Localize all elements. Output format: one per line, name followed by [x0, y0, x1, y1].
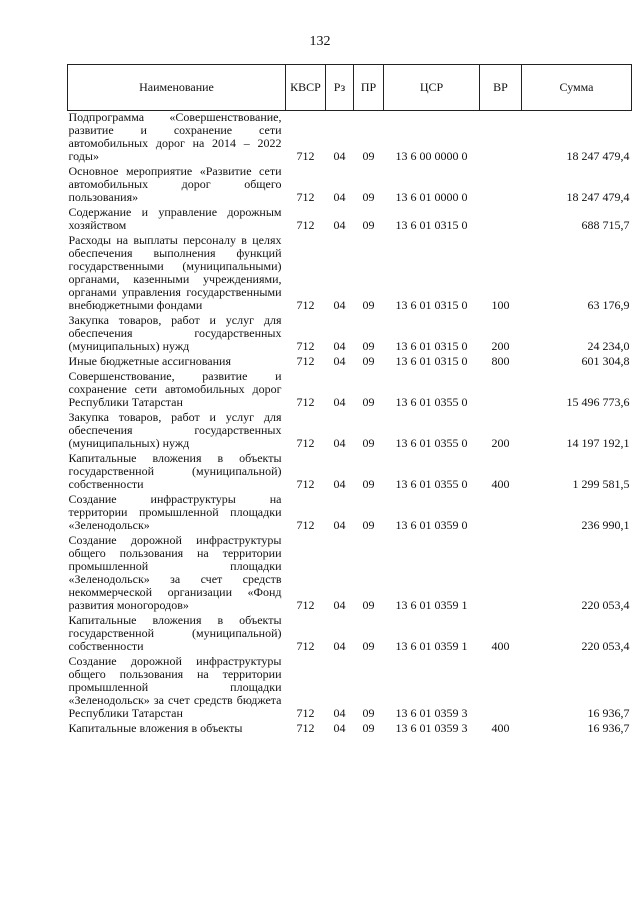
cell-sum: 16 936,7: [587, 721, 630, 735]
cell-vr: 100: [491, 298, 510, 312]
table-row: [68, 655, 632, 722]
cell-sum: 15 496 773,6: [566, 395, 630, 409]
cell-csr: 13 6 01 0000 0: [395, 190, 468, 204]
table-row: [68, 111, 632, 166]
cell-rz: 04: [333, 339, 346, 353]
table-row: [68, 534, 632, 614]
table-row: [68, 614, 632, 655]
cell-csr: 13 6 01 0359 1: [395, 598, 468, 612]
table-row: [68, 355, 632, 370]
cell-name: Содержание и управление дорожным хозяйством: [68, 205, 282, 232]
cell-kvsr: 712: [296, 298, 315, 312]
cell-name: Подпрограмма «Совершенствование, развитие и сохранение сети автомобильных дорог на 2014 – 2022 годы»: [68, 110, 282, 163]
cell-pr: 09: [362, 436, 375, 450]
cell-rz: 04: [333, 395, 346, 409]
cell-name: Закупка товаров, работ и услуг для обеспечения государственных (муниципальных) нужд: [68, 410, 282, 450]
cell-sum: 220 053,4: [581, 598, 630, 612]
cell-vr: [480, 206, 522, 234]
table-row: [68, 234, 632, 314]
header-vr: ВР: [480, 65, 522, 111]
cell-csr: 13 6 01 0315 0: [395, 354, 468, 368]
cell-vr: [480, 111, 522, 166]
cell-name: Закупка товаров, работ и услуг для обеспечения государственных (муниципальных) нужд: [68, 313, 282, 353]
cell-pr: 09: [362, 598, 375, 612]
cell-vr: 200: [491, 339, 510, 353]
cell-name: Капитальные вложения в объекты государственной (муниципальной) собственности: [68, 613, 282, 653]
table-row: [68, 722, 632, 737]
page-number: 132: [309, 34, 331, 49]
cell-sum: 16 936,7: [587, 706, 630, 720]
cell-vr: 400: [491, 639, 510, 653]
table-row: [68, 370, 632, 411]
cell-rz: 04: [333, 639, 346, 653]
cell-vr: [480, 165, 522, 206]
cell-sum: 18 247 479,4: [566, 190, 630, 204]
cell-pr: 09: [362, 395, 375, 409]
table-row: [68, 206, 632, 234]
cell-name: Капитальные вложения в объекты государственной (муниципальной) собственности: [68, 451, 282, 491]
cell-name: Совершенствование, развитие и сохранение сети автомобильных дорог Республики Татарстан: [68, 369, 282, 409]
cell-pr: 09: [362, 339, 375, 353]
cell-csr: 13 6 01 0315 0: [395, 298, 468, 312]
cell-kvsr: 712: [296, 436, 315, 450]
cell-kvsr: 712: [296, 339, 315, 353]
cell-csr: 13 6 01 0359 0: [395, 518, 468, 532]
cell-csr: 13 6 01 0355 0: [395, 395, 468, 409]
table-row: [68, 314, 632, 355]
cell-csr: 13 6 01 0359 3: [395, 721, 468, 735]
cell-vr: [480, 370, 522, 411]
cell-name: Создание дорожной инфраструктуры общего пользования на территории промышленной площадки «Зеленодольск» за счет средств бюджета Республики Татарстан: [68, 654, 282, 720]
cell-pr: 09: [362, 639, 375, 653]
cell-pr: 09: [362, 518, 375, 532]
cell-rz: 04: [333, 298, 346, 312]
cell-vr: 400: [491, 477, 510, 491]
cell-sum: 14 197 192,1: [566, 436, 630, 450]
cell-sum: 24 234,0: [587, 339, 630, 353]
cell-kvsr: 712: [296, 218, 315, 232]
cell-pr: 09: [362, 298, 375, 312]
cell-pr: 09: [362, 218, 375, 232]
cell-rz: 04: [333, 354, 346, 368]
cell-rz: 04: [333, 218, 346, 232]
cell-csr: 13 6 01 0315 0: [395, 339, 468, 353]
cell-kvsr: 712: [296, 721, 315, 735]
cell-vr: [480, 655, 522, 722]
cell-pr: 09: [362, 721, 375, 735]
cell-rz: 04: [333, 190, 346, 204]
cell-name: Иные бюджетные ассигнования: [68, 354, 231, 368]
cell-sum: 601 304,8: [581, 354, 630, 368]
header-rz: Рз: [326, 65, 354, 111]
cell-rz: 04: [333, 477, 346, 491]
cell-vr: 400: [491, 721, 510, 735]
cell-vr: [480, 493, 522, 534]
cell-csr: 13 6 01 0355 0: [395, 477, 468, 491]
cell-kvsr: 712: [296, 639, 315, 653]
cell-rz: 04: [333, 598, 346, 612]
budget-table: [67, 64, 632, 737]
cell-kvsr: 712: [296, 706, 315, 720]
cell-rz: 04: [333, 436, 346, 450]
table-header-row: [68, 65, 632, 111]
header-csr: ЦСР: [384, 65, 480, 111]
cell-name: Капитальные вложения в объекты: [68, 721, 243, 735]
cell-pr: 09: [362, 190, 375, 204]
header-pr: ПР: [354, 65, 384, 111]
cell-kvsr: 712: [296, 598, 315, 612]
cell-csr: 13 6 00 0000 0: [395, 149, 468, 163]
cell-sum: 688 715,7: [581, 218, 630, 232]
cell-rz: 04: [333, 518, 346, 532]
cell-csr: 13 6 01 0359 1: [395, 639, 468, 653]
cell-rz: 04: [333, 721, 346, 735]
cell-sum: 220 053,4: [581, 639, 630, 653]
cell-pr: 09: [362, 706, 375, 720]
cell-csr: 13 6 01 0359 3: [395, 706, 468, 720]
cell-name: Расходы на выплаты персоналу в целях обеспечения выполнения функций государственными (муниципальными) органами, казенными учреждениями, органами управления государственными внебюджетными фондами: [68, 233, 282, 312]
cell-kvsr: 712: [296, 190, 315, 204]
cell-vr: [480, 534, 522, 614]
cell-rz: 04: [333, 149, 346, 163]
header-sum: Сумма: [522, 65, 632, 111]
cell-sum: 1 299 581,5: [572, 477, 630, 491]
cell-pr: 09: [362, 149, 375, 163]
table-row: [68, 493, 632, 534]
cell-csr: 13 6 01 0355 0: [395, 436, 468, 450]
table-row: [68, 165, 632, 206]
cell-vr: 800: [491, 354, 510, 368]
cell-vr: 200: [491, 436, 510, 450]
cell-kvsr: 712: [296, 518, 315, 532]
cell-sum: 63 176,9: [587, 298, 630, 312]
cell-kvsr: 712: [296, 477, 315, 491]
cell-kvsr: 712: [296, 395, 315, 409]
header-name: Наименование: [68, 65, 286, 111]
header-kvsr: КВСР: [286, 65, 326, 111]
cell-rz: 04: [333, 706, 346, 720]
table-row: [68, 411, 632, 452]
cell-name: Основное мероприятие «Развитие сети автомобильных дорог общего пользования»: [68, 164, 282, 204]
cell-pr: 09: [362, 477, 375, 491]
cell-kvsr: 712: [296, 149, 315, 163]
table-row: [68, 452, 632, 493]
cell-pr: 09: [362, 354, 375, 368]
table-body: [68, 111, 632, 738]
cell-csr: 13 6 01 0315 0: [395, 218, 468, 232]
cell-name: Создание дорожной инфраструктуры общего пользования на территории промышленной площадки «Зеленодольск» за счет средств некоммерческой организации «Фонд развития моногородов»: [68, 533, 282, 612]
cell-name: Создание инфраструктуры на территории промышленной площадки «Зеленодольск»: [68, 492, 282, 532]
cell-kvsr: 712: [296, 354, 315, 368]
cell-sum: 236 990,1: [581, 518, 630, 532]
cell-sum: 18 247 479,4: [566, 149, 630, 163]
